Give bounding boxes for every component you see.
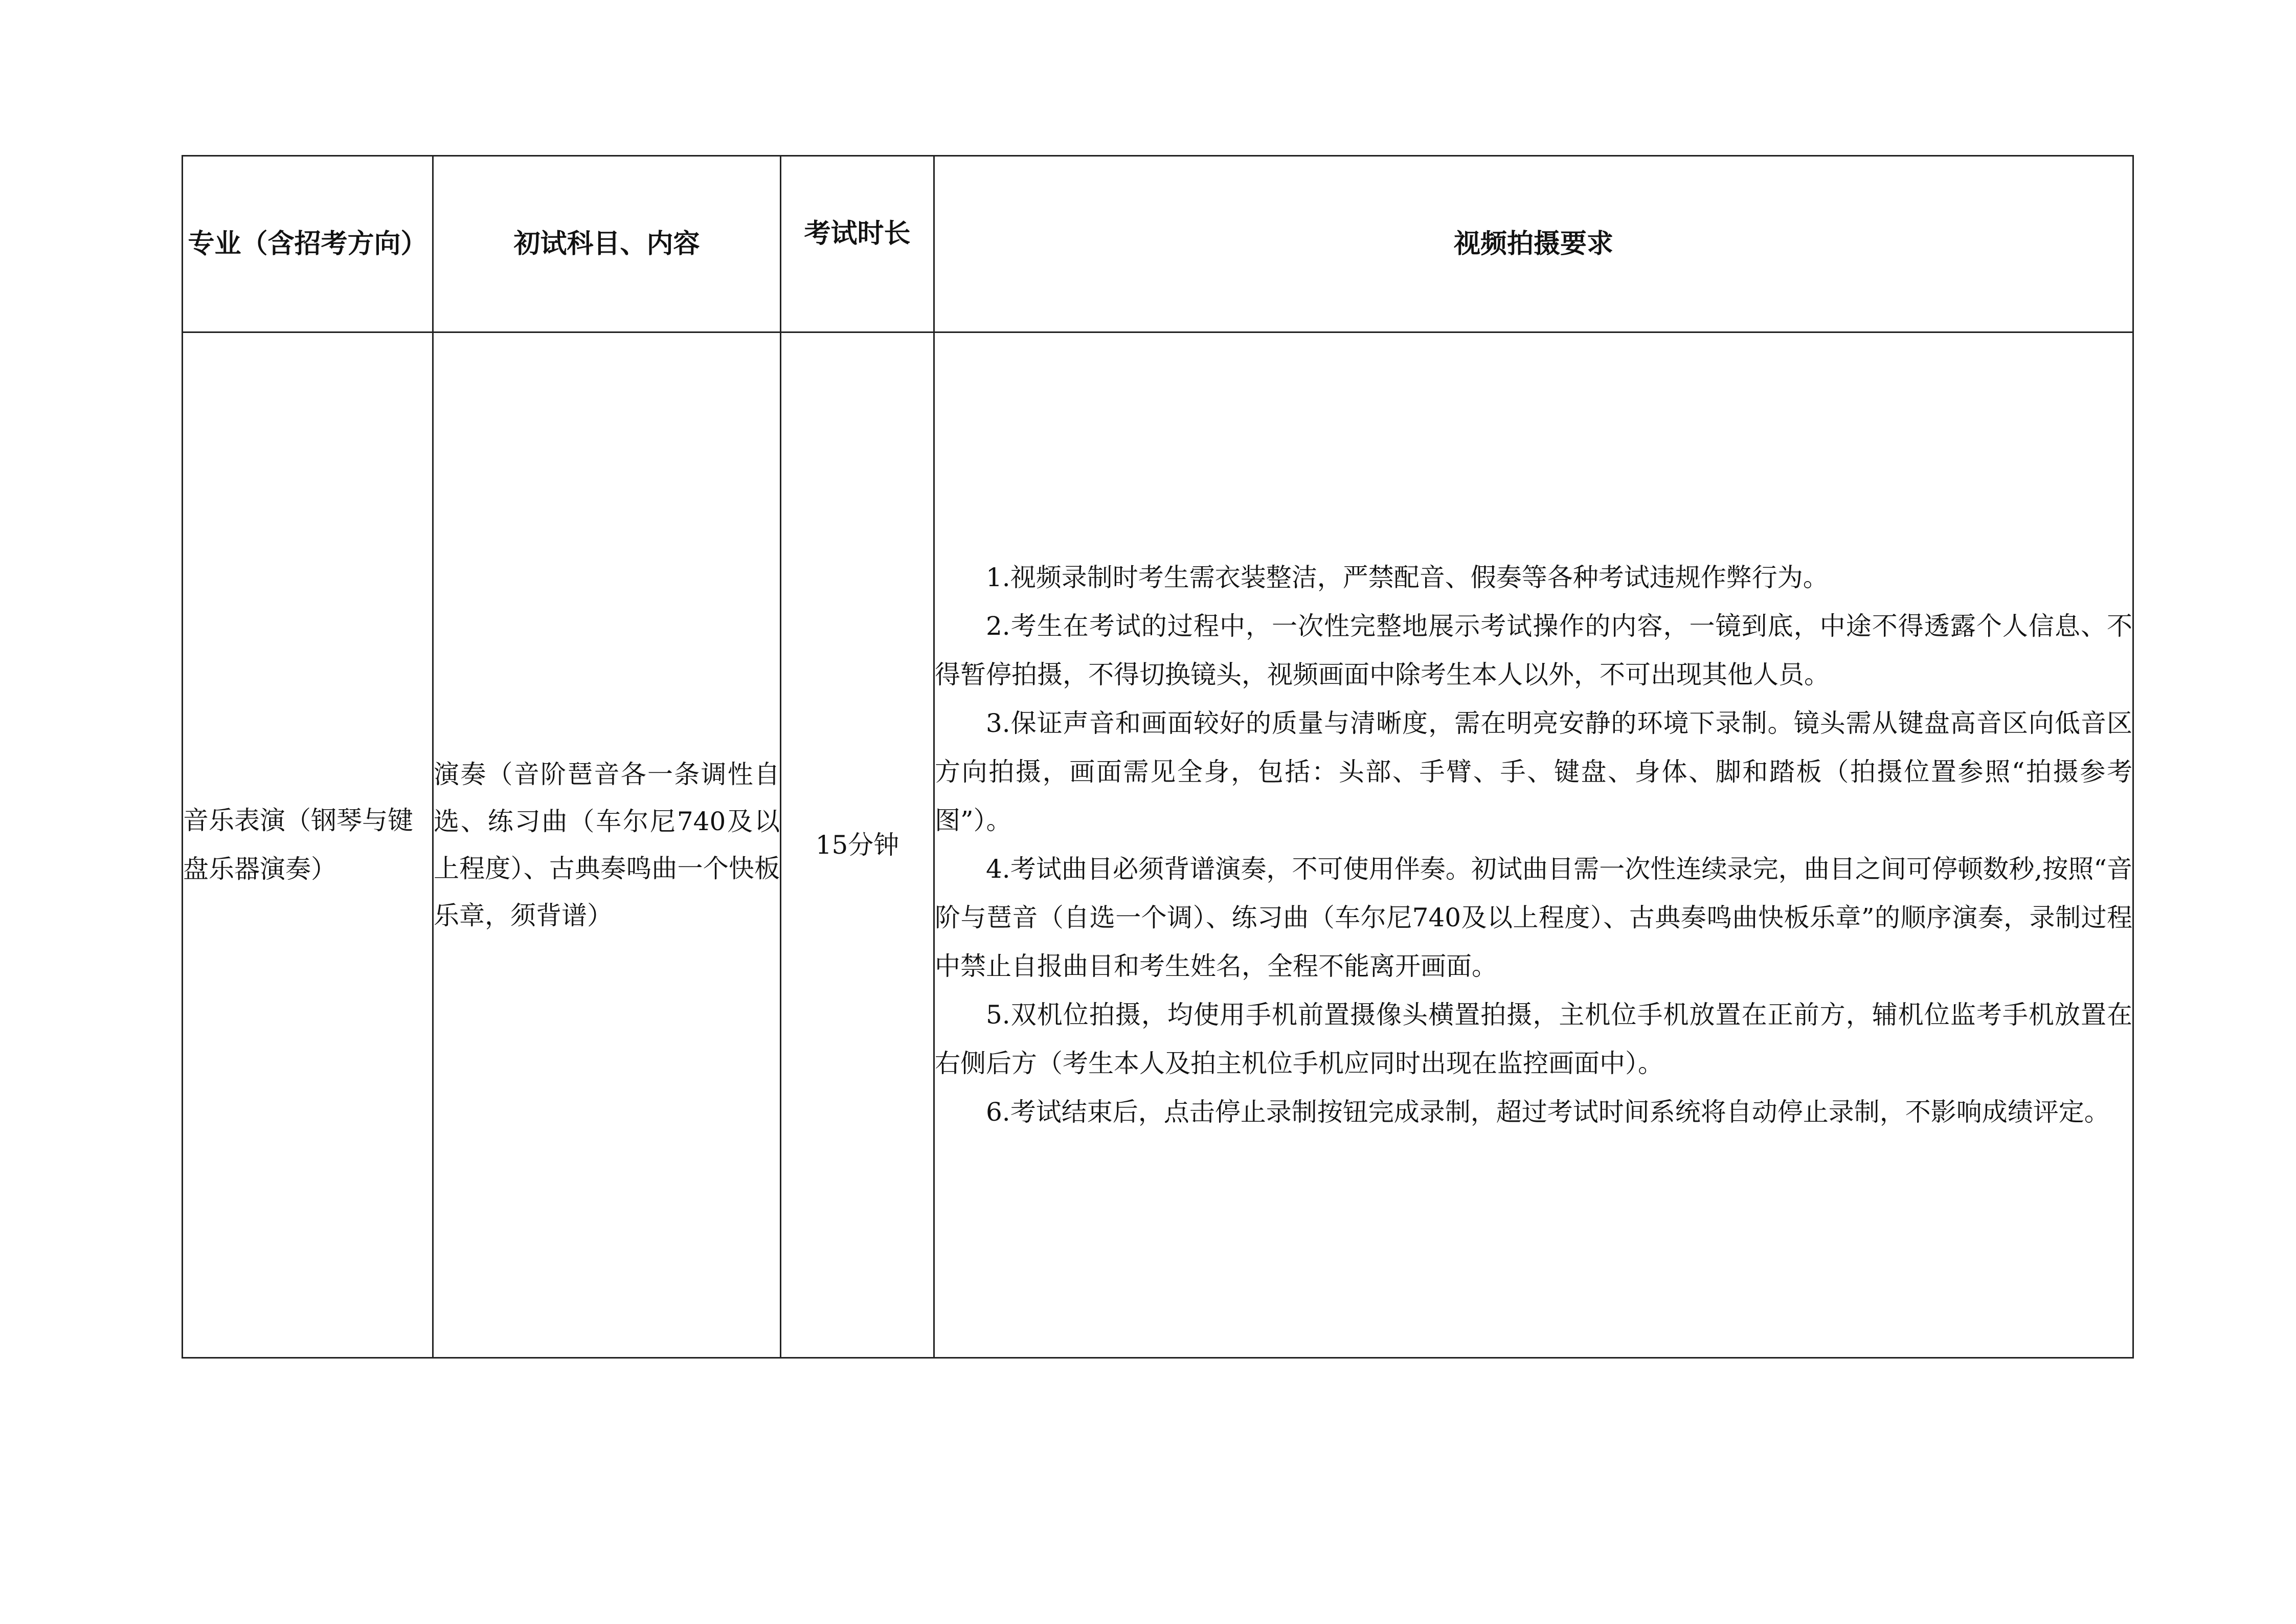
requirement-item-3: 3.保证声音和画面较好的质量与清晰度，需在明亮安静的环境下录制。镜头需从键盘高音区向低音区方向拍摄，画面需见全身，包括：头部、手臂、手、键盘、身体、脚和踏板（拍摄位置参照“拍摄参考图”）。: [935, 708, 2132, 835]
cell-duration: 15分钟: [781, 332, 934, 1358]
header-duration: 考试时长: [781, 156, 934, 332]
table-row: [183, 332, 2133, 1358]
requirement-item-1: 1.视频录制时考生需衣装整洁，严禁配音、假奏等各种考试违规作弊行为。: [986, 563, 1829, 592]
header-subject: 初试科目、内容: [433, 156, 781, 332]
cell-subject: 演奏（音阶琶音各一条调性自选、练习曲（车尔尼740及以上程度）、古典奏鸣曲一个快板乐章，须背谱）: [433, 332, 781, 1358]
header-major: 专业（含招考方向）: [183, 156, 433, 332]
cell-requirements: [934, 332, 2133, 1358]
exam-requirements-table: [182, 155, 2134, 1359]
requirement-item-5: 5.双机位拍摄，均使用手机前置摄像头横置拍摄，主机位手机放置在正前方，辅机位监考手机放置在右侧后方（考生本人及拍主机位手机应同时出现在监控画面中）。: [935, 1000, 2132, 1078]
requirement-item-4: 4.考试曲目必须背谱演奏，不可使用伴奏。初试曲目需一次性连续录完，曲目之间可停顿数秒,按照“音阶与琶音（自选一个调）、练习曲（车尔尼740及以上程度）、古典奏鸣曲快板乐章”的顺序演奏，录制过程中禁止自报曲目和考生姓名，全程不能离开画面。: [935, 854, 2132, 981]
cell-major: 音乐表演（钢琴与键盘乐器演奏）: [183, 332, 433, 1358]
table-header-row: [183, 156, 2133, 332]
requirement-item-2: 2.考生在考试的过程中，一次性完整地展示考试操作的内容，一镜到底，中途不得透露个人信息、不得暂停拍摄，不得切换镜头，视频画面中除考生本人以外，不可出现其他人员。: [935, 611, 2132, 689]
requirement-item-6: 6.考试结束后，点击停止录制按钮完成录制，超过考试时间系统将自动停止录制，不影响成绩评定。: [986, 1097, 2110, 1127]
header-requirements: 视频拍摄要求: [934, 156, 2133, 332]
